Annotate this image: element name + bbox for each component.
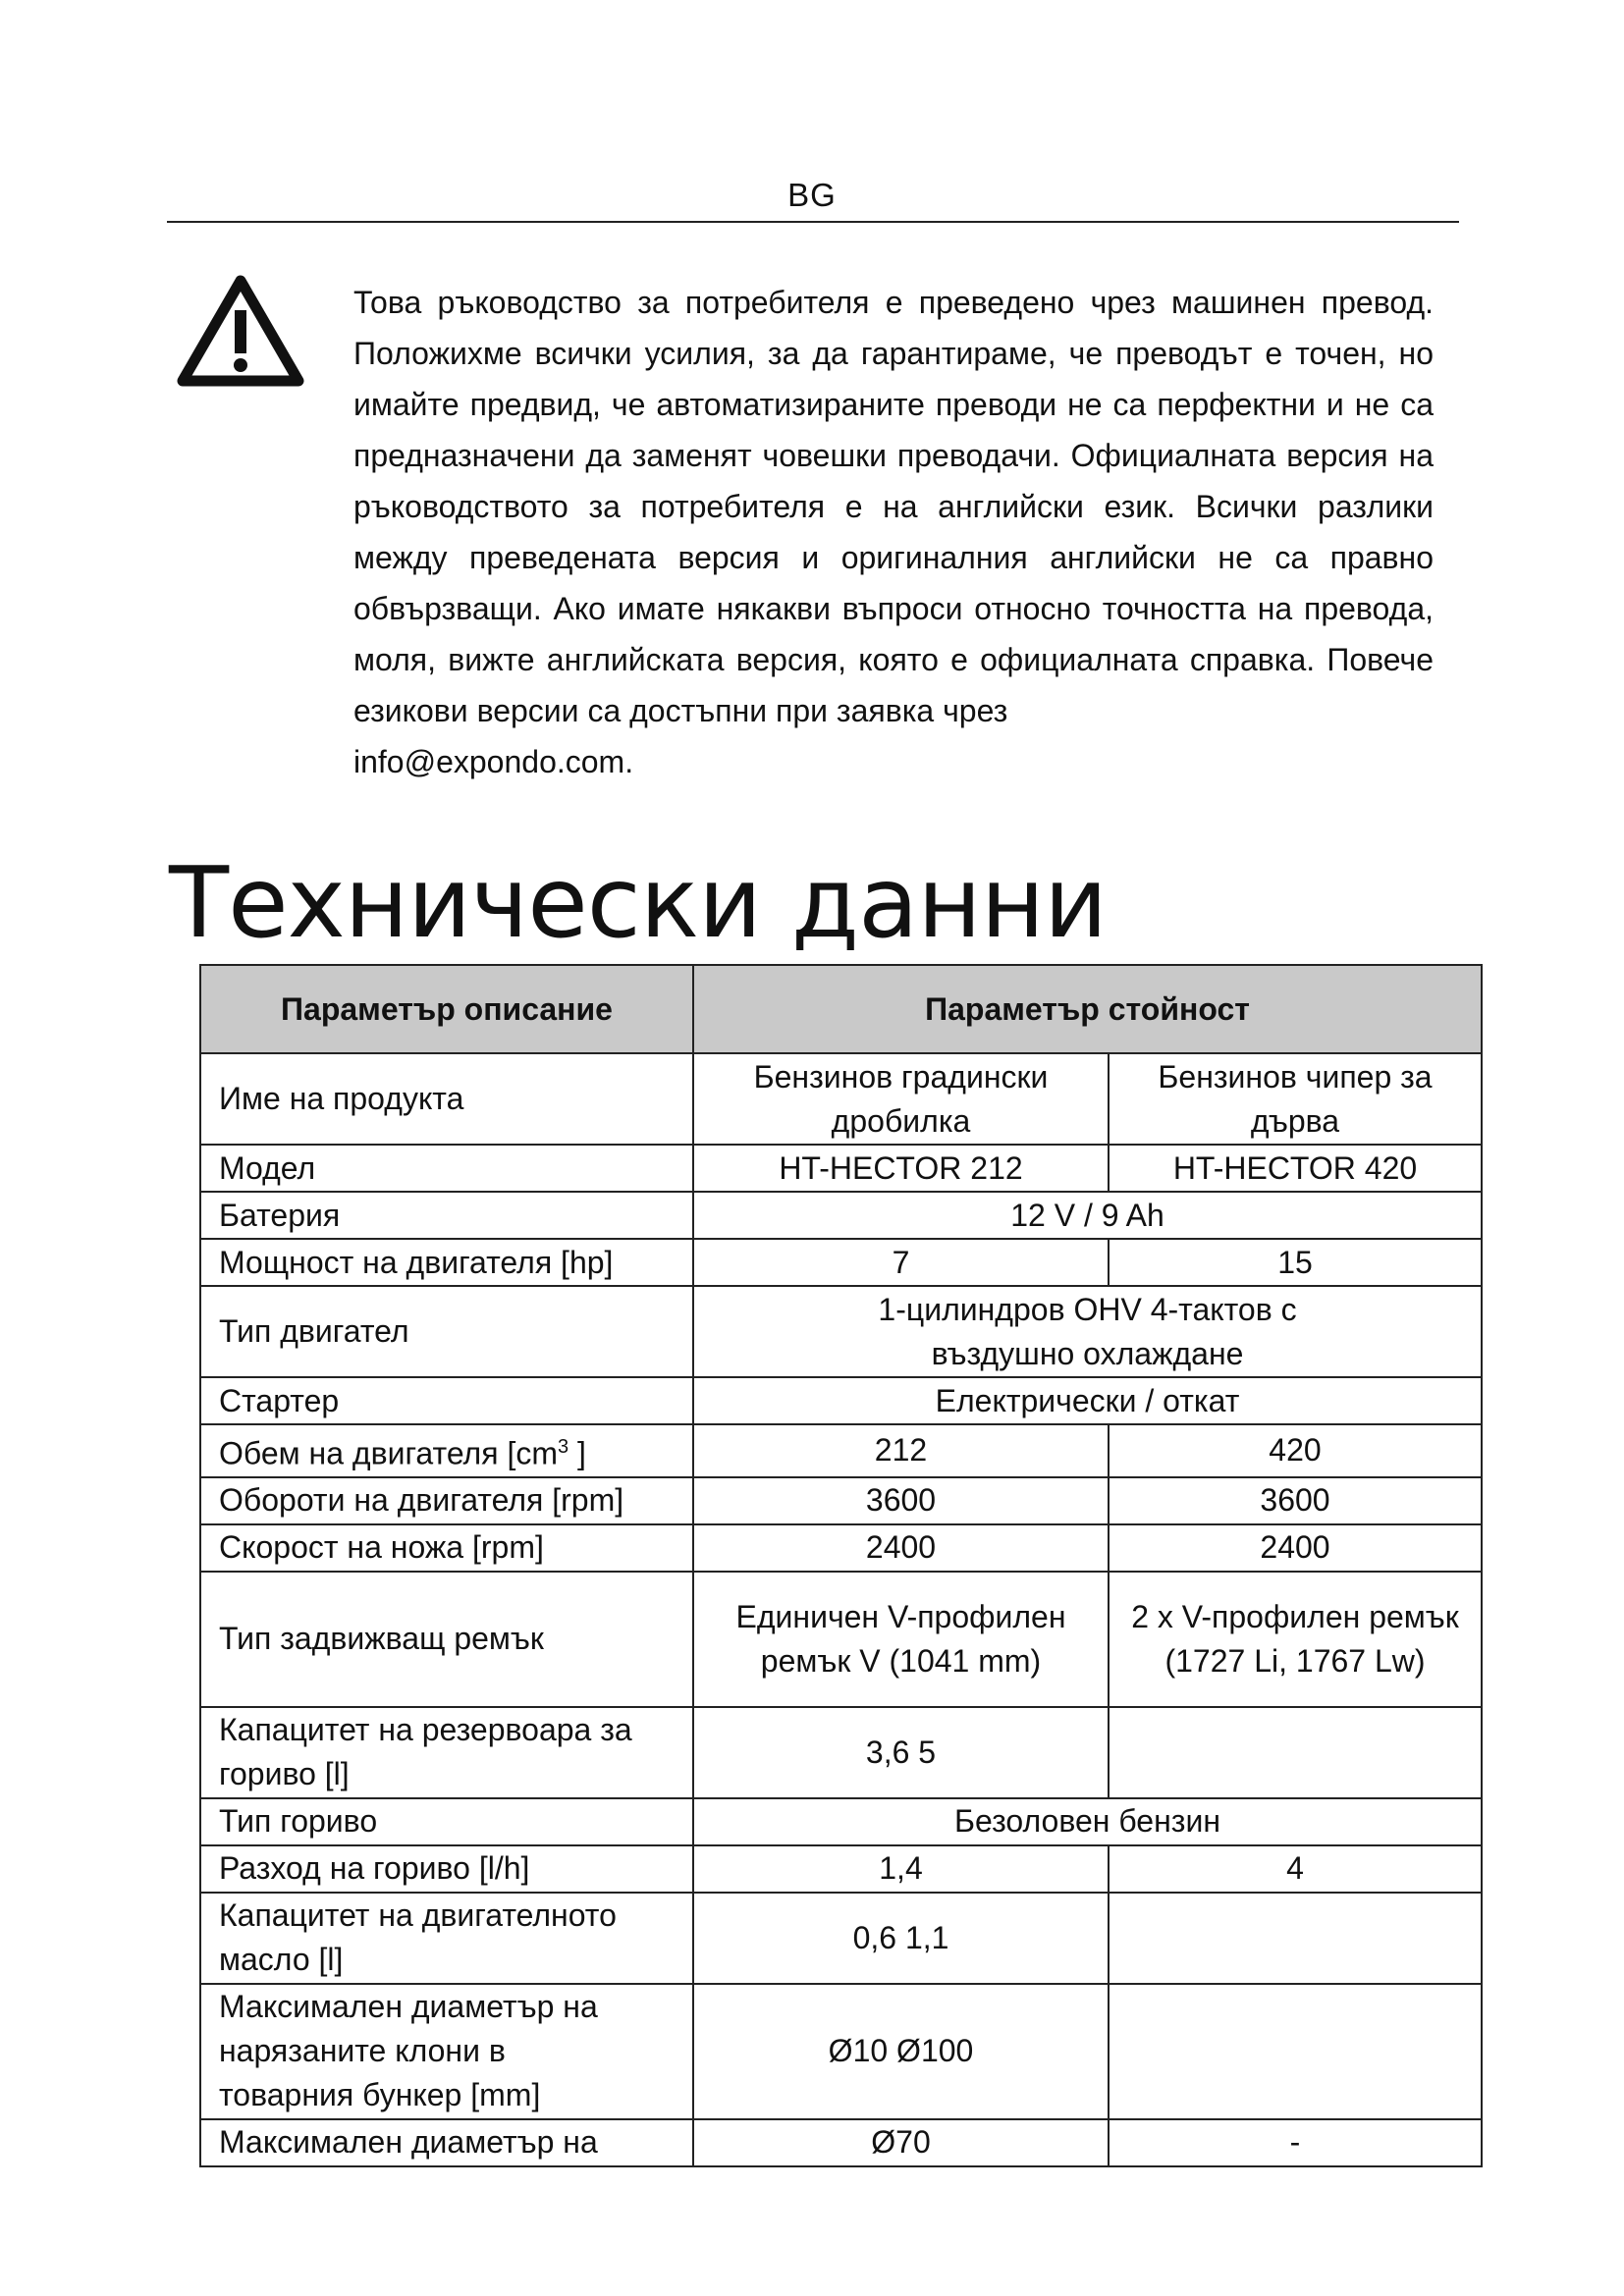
translation-notice xyxy=(353,277,1434,787)
table-row xyxy=(200,1845,1482,1893)
table-row xyxy=(200,1572,1482,1707)
row-label: Максимален диаметър на xyxy=(200,2119,693,2166)
row-value: 1-цилиндров OHV 4-тактов с въздушно охлаждане xyxy=(693,1286,1482,1377)
notice-email: info@expondo.com. xyxy=(353,744,634,779)
row-value-2: 15 xyxy=(1109,1239,1482,1286)
row-value: Безоловен бензин xyxy=(693,1798,1482,1845)
row-value-2: 2400 xyxy=(1109,1524,1482,1572)
row-label: Тип двигател xyxy=(200,1286,693,1377)
row-value-2: 3600 xyxy=(1109,1477,1482,1524)
spec-table xyxy=(199,964,1483,2167)
table-row xyxy=(200,1145,1482,1192)
row-value-1: Ø70 xyxy=(693,2119,1109,2166)
row-label: Обороти на двигателя [rpm] xyxy=(200,1477,693,1524)
table-row xyxy=(200,1798,1482,1845)
notice-text: Това ръководство за потребителя е преведено чрез машинен превод. Положихме всички усилия, за да гарантираме, че преводът е точен, но имайте предвид, че автоматизираните преводи не са перфектни и не са предназначени да заменят човешки преводачи. Официалната версия на ръководството за потребителя е на английски език. Всички разлики между преведената версия и оригиналния английски не са правно обвързващи. Ако имате някакви въпроси относно точността на превода, моля, вижте английската версия, която е официалната справка. Повече езикови версии са достъпни при заявка чрез xyxy=(353,285,1434,728)
table-row xyxy=(200,1893,1482,1984)
header-param: Параметър описание xyxy=(200,965,693,1053)
row-label-sup: 3 xyxy=(557,1436,569,1458)
row-value-1: Ø10 Ø100 xyxy=(693,1984,1109,2119)
row-value-1: 2400 xyxy=(693,1524,1109,1572)
row-label: Стартер xyxy=(200,1377,693,1424)
table-header-row xyxy=(200,965,1482,1053)
row-value-1: 3,6 5 xyxy=(693,1707,1109,1798)
row-label: Разход на гориво [l/h] xyxy=(200,1845,693,1893)
table-row xyxy=(200,1524,1482,1572)
row-value-2 xyxy=(1109,1984,1482,2119)
row-label: Мощност на двигателя [hp] xyxy=(200,1239,693,1286)
row-label: Тип задвижващ ремък xyxy=(200,1572,693,1707)
row-value-1: 0,6 1,1 xyxy=(693,1893,1109,1984)
table-row xyxy=(200,1377,1482,1424)
table-row xyxy=(200,1984,1482,2119)
row-value-2 xyxy=(1109,1707,1482,1798)
table-row xyxy=(200,1053,1482,1145)
row-value: Електрически / откат xyxy=(693,1377,1482,1424)
warning-icon xyxy=(177,275,304,387)
row-value-1: 212 xyxy=(693,1424,1109,1477)
table-row xyxy=(200,1707,1482,1798)
row-label xyxy=(200,1424,693,1477)
header-rule xyxy=(167,221,1459,223)
row-value-1: 3600 xyxy=(693,1477,1109,1524)
row-label: Максимален диаметър на нарязаните клони в товарния бункер [mm] xyxy=(200,1984,693,2119)
row-value-1: 7 xyxy=(693,1239,1109,1286)
table-row xyxy=(200,1286,1482,1377)
row-value-2: - xyxy=(1109,2119,1482,2166)
row-value-1: 1,4 xyxy=(693,1845,1109,1893)
table-row xyxy=(200,1477,1482,1524)
row-label-text: Обем на двигателя [cm xyxy=(219,1435,558,1471)
table-row xyxy=(200,2119,1482,2166)
row-value-2 xyxy=(1109,1893,1482,1984)
page-title: Технически данни xyxy=(169,845,1108,960)
table-row xyxy=(200,1424,1482,1477)
row-label: Име на продукта xyxy=(200,1053,693,1145)
header-value: Параметър стойност xyxy=(693,965,1482,1053)
row-label-end: ] xyxy=(568,1435,586,1471)
row-label: Капацитет на резервоара за гориво [l] xyxy=(200,1707,693,1798)
row-label: Капацитет на двигателното масло [l] xyxy=(200,1893,693,1984)
row-value-2: 4 xyxy=(1109,1845,1482,1893)
row-value-1: HT-HECTOR 212 xyxy=(693,1145,1109,1192)
table-row xyxy=(200,1239,1482,1286)
row-label: Скорост на ножа [rpm] xyxy=(200,1524,693,1572)
table-row xyxy=(200,1192,1482,1239)
row-value-2: 2 x V-профилен ремък (1727 Li, 1767 Lw) xyxy=(1109,1572,1482,1707)
row-label: Модел xyxy=(200,1145,693,1192)
row-label: Батерия xyxy=(200,1192,693,1239)
row-value-1: Единичен V-профилен ремък V (1041 mm) xyxy=(693,1572,1109,1707)
row-value: 12 V / 9 Ah xyxy=(693,1192,1482,1239)
row-value-2: Бензинов чипер за дърва xyxy=(1109,1053,1482,1145)
row-label: Тип гориво xyxy=(200,1798,693,1845)
language-code: BG xyxy=(787,177,837,213)
row-value-2: HT-HECTOR 420 xyxy=(1109,1145,1482,1192)
row-value-2: 420 xyxy=(1109,1424,1482,1477)
row-value-1: Бензинов градински дробилка xyxy=(693,1053,1109,1145)
